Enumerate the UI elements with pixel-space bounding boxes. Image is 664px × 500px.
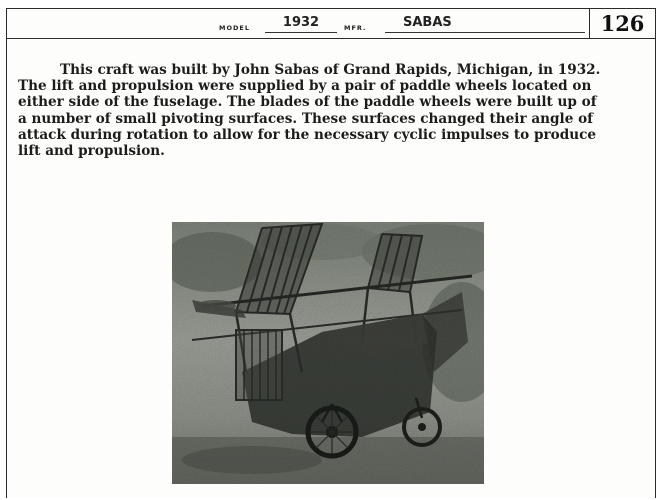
description-line: a number of small pivoting surfaces. These surfaces changed their angle of [18,110,594,127]
model-value: 1932 [282,15,320,30]
description-line: This craft was built by John Sabas of Grand Rapids, Michigan, in 1932. [60,62,601,78]
model-label: MODEL [219,24,250,32]
card-number: 126 [589,9,655,38]
description-line: The lift and propulsion were supplied by a pair of paddle wheels located on [18,78,592,95]
description-line: lift and propulsion. [18,143,165,160]
mfr-label: MFR. [344,24,367,32]
mfr-underline [385,32,585,33]
model-underline [265,32,337,33]
card-header [7,9,655,39]
description-line: either side of the fuselage. The blades of the paddle wheels were built up of [18,94,597,111]
description-text [18,62,638,159]
description-line: attack during rotation to allow for the necessary cyclic impulses to produce [18,126,597,143]
aircraft-photo [172,222,484,484]
mfr-value: SABAS [403,15,452,30]
